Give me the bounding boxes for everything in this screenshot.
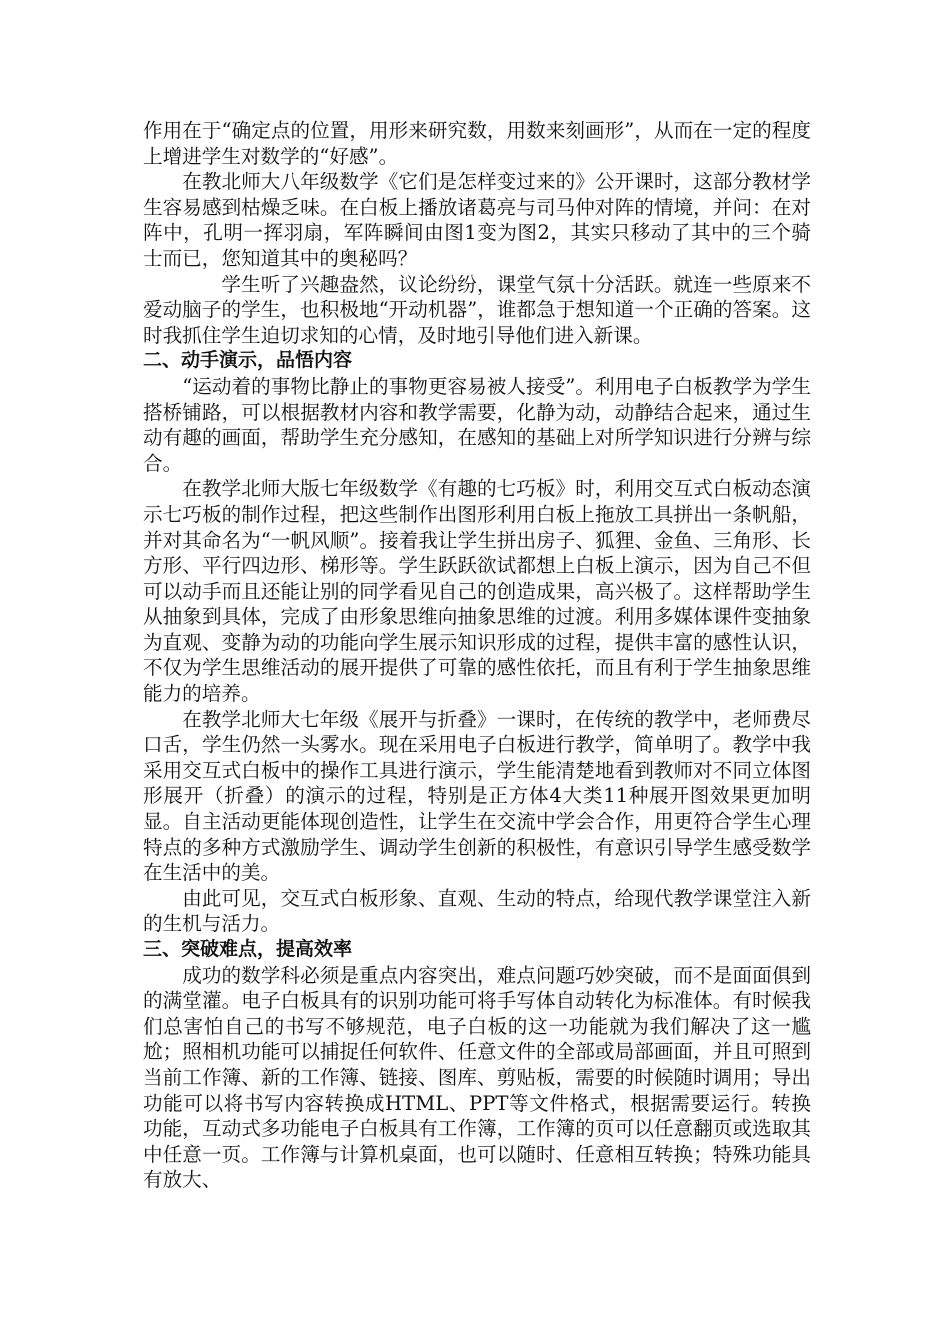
- paragraph-whiteboard-features: 成功的数学科必须是重点内容突出，难点问题巧妙突破，而不是面面俱到的满堂灌。电子白板具有的识别功能可将手写体自动转化为标准体。有时候我们总害怕自己的书写不够规范，电子白板的这一功能就为我们解决了这一尴尬；照相机功能可以捕捉任何软件、任意文件的全部或局部画面，并且可照到当前工作簿、新的工作簿、链接、图库、剪贴板，需要的时候随时调用；导出功能可以将书写内容转换成HTML、PPT等文件格式，根据需要运行。转换功能，互动式多功能电子白板具有工作簿，工作簿的页可以任意翻页或选取其中任意一页。工作簿与计算机桌面，也可以随时、任意相互转换；特殊功能具有放大、: [143, 963, 811, 1192]
- paragraph-public-lesson: 在教北师大八年级数学《它们是怎样变过来的》公开课时，这部分教材学生容易感到枯燥乏味。在白板上播放诸葛亮与司马仲对阵的情境，并问：在对阵中，孔明一挥羽扇，军阵瞬间由图1变为图2，其实只移动了其中的三个骑士而已，您知道其中的奥秘吗？: [143, 170, 811, 270]
- section-heading-break-difficulties: 三、突破难点，提高效率: [143, 938, 353, 960]
- paragraph-student-interest: 学生听了兴趣盎然，议论纷纷，课堂气氛十分活跃。就连一些原来不爱动脑子的学生，也积极地“开动机器”，谁都急于想知道一个正确的答案。这时我抓住学生迫切求知的心情，及时地引导他们进入新课。: [143, 272, 811, 347]
- document-page: [143, 118, 811, 1193]
- paragraph-unfold-fold-lesson: 在教学北师大七年级《展开与折叠》一课时，在传统的教学中，老师费尽口舌，学生仍然一头雾水。现在采用电子白板进行教学，简单明了。教学中我采用交互式白板中的操作工具进行演示，学生能清楚地看到教师对不同立体图形展开（折叠）的演示的过程，特别是正方体4大类11种展开图效果更加明显。自主活动更能体现创造性，让学生在交流中学会合作，用更符合学生心理特点的多种方式激励学生、调动学生创新的积极性，有意识引导学生感受数学在生活中的美。: [143, 707, 811, 885]
- paragraph-motion-quote: “运动着的事物比静止的事物更容易被人接受”。利用电子白板教学为学生搭桥铺路，可以根据教材内容和教学需要，化静为动，动静结合起来，通过生动有趣的画面，帮助学生充分感知，在感知的基础上对所学知识进行分辨与综合。: [143, 374, 811, 475]
- paragraph-conclusion: 由此可见，交互式白板形象、直观、生动的特点，给现代教学课堂注入新的生机与活力。: [143, 886, 811, 936]
- paragraph-tangram-lesson: 在教学北师大版七年级数学《有趣的七巧板》时，利用交互式白板动态演示七巧板的制作过程，把这些制作出图形利用白板上拖放工具拼出一条帆船，并对其命名为“一帆风顺”。接着我让学生拼出房子、狐狸、金鱼、三角形、长方形、平行四边形、梯形等。学生跃跃欲试都想上白板上演示，因为自己不但可以动手而且还能让别的同学看见自己的创造成果，高兴极了。这样帮助学生从抽象到具体，完成了由形象思维向抽象思维的过渡。利用多媒体课件变抽象为直观、变静为动的功能向学生展示知识形成的过程，提供丰富的感性认识，不仅为学生思维活动的展开提供了可靠的感性依托，而且有利于学生抽象思维能力的培养。: [143, 477, 811, 706]
- paragraph-intro-continuation: 作用在于“确定点的位置，用形来研究数，用数来刻画形”，从而在一定的程度上增进学生对数学的“好感”。: [143, 119, 811, 168]
- section-heading-hands-on-demo: 二、动手演示，品悟内容: [143, 349, 353, 372]
